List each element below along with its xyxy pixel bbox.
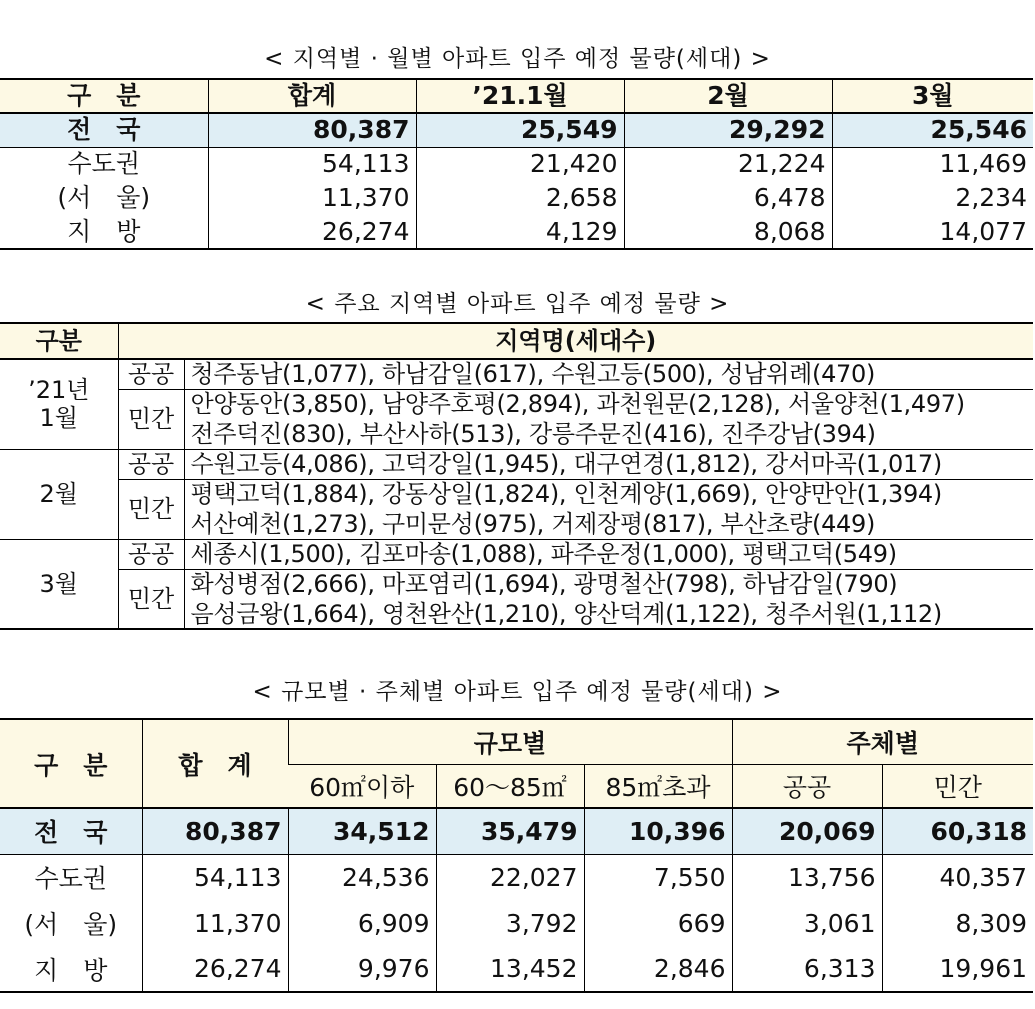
cell-value: 19,961 [882,946,1033,992]
header-entity-private: 민간 [882,765,1033,809]
cell-value: 13,452 [436,946,584,992]
cell-value: 25,549 [416,113,624,147]
cell-value: 54,113 [208,147,416,181]
cell-value: 26,274 [142,946,288,992]
cell-value: 60,318 [882,808,1033,854]
private-list-line1: 화성병점(2,666), 마포염리(1,694), 광명철산(798), 하남감일(790) [184,569,1033,599]
table-row [0,569,1033,599]
header-category: 구 분 [0,79,208,113]
header-category: 구분 [0,323,118,359]
private-list-line2: 전주덕진(830), 부산사하(513), 강릉주문진(416), 진주강남(394) [184,419,1033,449]
table-row [0,946,1033,992]
row-label: 전 국 [0,113,208,147]
month-label [0,359,118,449]
header-region-names: 지역명(세대수) [118,323,1033,359]
cell-value: 669 [584,900,732,946]
cell-value: 7,550 [584,854,732,900]
header-group-entity: 주체별 [732,719,1033,765]
cell-value: 6,909 [288,900,436,946]
monthly-supply-table [0,78,1033,250]
table-row [0,854,1033,900]
cell-value: 13,756 [732,854,882,900]
table-row [0,479,1033,509]
cell-value: 10,396 [584,808,732,854]
cell-value: 6,478 [624,181,832,215]
header-group-size: 규모별 [288,719,732,765]
private-list-line1: 안양동안(3,850), 남양주호평(2,894), 과천원문(2,128), 서울양천(1,497) [184,389,1033,419]
cell-value: 11,469 [832,147,1033,181]
header-total: 합 계 [142,719,288,808]
table-row [0,181,1033,215]
cell-value: 6,313 [732,946,882,992]
cell-value: 80,387 [142,808,288,854]
table-row [0,215,1033,249]
month-label [0,449,118,539]
cell-value: 21,224 [624,147,832,181]
header-month-jan: ’21.1월 [416,79,624,113]
cell-value: 25,546 [832,113,1033,147]
cell-value: 3,061 [732,900,882,946]
cell-value: 2,846 [584,946,732,992]
row-label: 지 방 [67,216,141,246]
public-label: 공공 [118,449,184,479]
cell-value: 80,387 [208,113,416,147]
header-category: 구 분 [34,750,108,780]
header-entity-public: 공공 [732,765,882,809]
cell-value: 20,069 [732,808,882,854]
table2-header-row [0,323,1033,359]
table-row [0,359,1033,389]
cell-value: 11,370 [208,181,416,215]
header-total: 합계 [208,79,416,113]
private-list-line2: 서산예천(1,273), 구미문성(975), 거제장평(817), 부산초량(449) [184,509,1033,539]
table1-header-row [0,79,1033,113]
table3-header-row1 [0,719,1033,765]
table-row [0,147,1033,181]
month-label-line2: 1월 [39,404,78,433]
row-label: 지 방 [34,955,108,985]
header-month-mar: 3월 [832,79,1033,113]
header-month-feb: 2월 [624,79,832,113]
public-list: 청주동남(1,077), 하남감일(617), 수원고등(500), 성남위례(470) [184,359,1033,389]
month-label-line1: ’21년 [28,376,90,405]
table-row [0,113,1033,147]
table2-title: < 주요 지역별 아파트 입주 예정 물량 > [305,291,730,317]
header-size-over85: 85㎡초과 [584,765,732,809]
table-row [0,449,1033,479]
row-label: 수도권 [34,864,107,894]
cell-value: 29,292 [624,113,832,147]
table3-title: < 규모별 · 주체별 아파트 입주 예정 물량(세대) > [252,679,783,705]
month-label-line1: 2월 [39,480,78,508]
row-label: (서 울) [24,910,118,939]
cell-value: 34,512 [288,808,436,854]
cell-value: 2,658 [416,181,624,215]
public-list: 수원고등(4,086), 고덕강일(1,945), 대구연경(1,812), 강서마곡(1,017) [184,449,1033,479]
header-size-under60: 60㎡이하 [288,765,436,809]
table-row [0,808,1033,854]
cell-value: 2,234 [832,181,1033,215]
cell-value: 8,068 [624,215,832,249]
cell-value: 3,792 [436,900,584,946]
cell-value: 11,370 [142,900,288,946]
private-list-line1: 평택고덕(1,884), 강동상일(1,824), 인천계양(1,669), 안양만안(1,394) [184,479,1033,509]
private-list-line2: 음성금왕(1,664), 영천완산(1,210), 양산덕계(1,122), 청주서원(1,112) [184,599,1033,629]
table-row [0,539,1033,569]
row-label: 수도권 [67,149,140,179]
cell-value: 54,113 [142,854,288,900]
month-label-line1: 3월 [39,569,78,598]
private-label: 민간 [118,389,184,449]
header-size-60-85: 60～85㎡ [436,765,584,809]
cell-value: 26,274 [208,215,416,249]
public-list: 세종시(1,500), 김포마송(1,088), 파주운정(1,000), 평택고덕(549) [184,539,1033,569]
cell-value: 24,536 [288,854,436,900]
cell-value: 8,309 [882,900,1033,946]
cell-value: 14,077 [832,215,1033,249]
cell-value: 4,129 [416,215,624,249]
cell-value: 35,479 [436,808,584,854]
cell-value: 22,027 [436,854,584,900]
public-label: 공공 [118,539,184,569]
cell-value: 21,420 [416,147,624,181]
private-label: 민간 [118,479,184,539]
table-row [0,900,1033,946]
month-label [0,539,118,629]
cell-value: 9,976 [288,946,436,992]
row-label: 전 국 [0,808,142,854]
table1-title: < 지역별 · 월별 아파트 입주 예정 물량(세대) > [264,46,771,72]
public-label: 공공 [118,359,184,389]
table-row [0,389,1033,419]
size-entity-supply-table [0,718,1033,993]
private-label: 민간 [118,569,184,629]
cell-value: 40,357 [882,854,1033,900]
regional-supply-table [0,322,1033,630]
row-label: (서 울) [57,183,151,212]
